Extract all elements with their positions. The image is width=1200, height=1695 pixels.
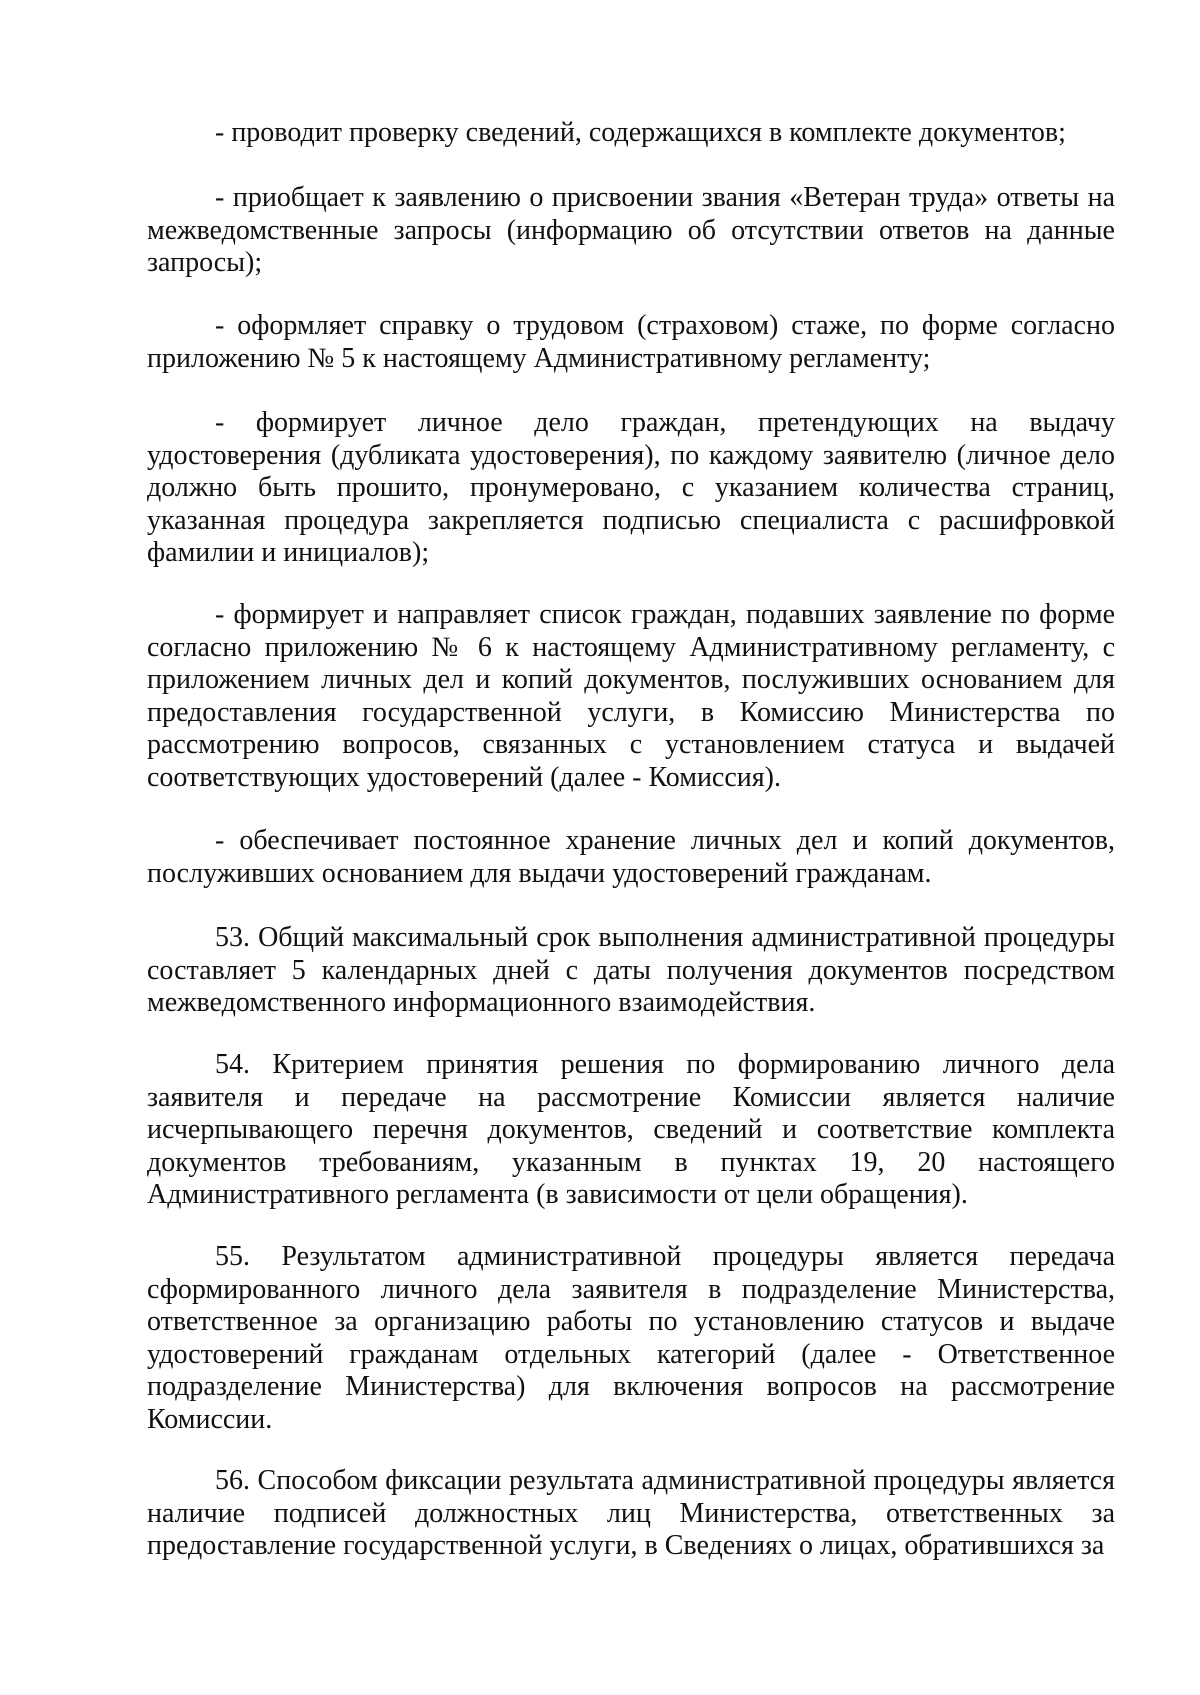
paragraph-clause-54: 54. Критерием принятия решения по формированию личного дела заявителя и передаче на рассмотрение Комиссии является наличие исчерпывающего перечня документов, сведений и соответствие комплекта документов требованиям, указанным в пунктах 19, 20 настоящего Административного регламента (в зависимости от цели обращения).	[147, 1049, 1115, 1211]
paragraph-verification: - проводит проверку сведений, содержащихся в комплекте документов;	[215, 117, 1066, 148]
paragraph-storage: - обеспечивает постоянное хранение личных дел и копий документов, послуживших основанием для выдачи удостоверений гражданам.	[147, 825, 1115, 889]
paragraph-seniority-cert: - оформляет справку о трудовом (страховом) стаже, по форме согласно приложению № 5 к настоящему Административному регламенту;	[147, 310, 1115, 374]
paragraph-clause-56: 56. Способом фиксации результата административной процедуры является наличие подписей должностных лиц Министерства, ответственных за предоставление государственной услуги, в Сведениях о лицах, обратившихся за	[147, 1465, 1115, 1562]
paragraph-clause-53: 53. Общий максимальный срок выполнения административной процедуры составляет 5 календарных дней с даты получения документов посредством межведомственного информационного взаимодействия.	[147, 922, 1115, 1019]
paragraph-personal-file: - формирует личное дело граждан, претендующих на выдачу удостоверения (дубликата удостоверения), по каждому заявителю (личное дело должно быть прошито, пронумеровано, с указанием количества страниц, указанная процедура закрепляется подписью специалиста с расшифровкой фамилии и инициалов);	[147, 407, 1115, 569]
paragraph-attach-responses: - приобщает к заявлению о присвоении звания «Ветеран труда» ответы на межведомственные запросы (информацию об отсутствии ответов на данные запросы);	[147, 182, 1115, 279]
paragraph-clause-55: 55. Результатом административной процедуры является передача сформированного личного дела заявителя в подразделение Министерства, ответственное за организацию работы по установлению статусов и выдаче удостоверений гражданам отдельных категорий (далее - Ответственное подразделение Министерства) для включения вопросов на рассмотрение Комиссии.	[147, 1241, 1115, 1435]
paragraph-citizen-list: - формирует и направляет список граждан, подавших заявление по форме согласно приложению № 6 к настоящему Административному регламенту, с приложением личных дел и копий документов, послуживших основанием для предоставления государственной услуги, в Комиссию Министерства по рассмотрению вопросов, связанных с установлением статуса и выдачей соответствующих удостоверений (далее - Комиссия).	[147, 599, 1115, 793]
